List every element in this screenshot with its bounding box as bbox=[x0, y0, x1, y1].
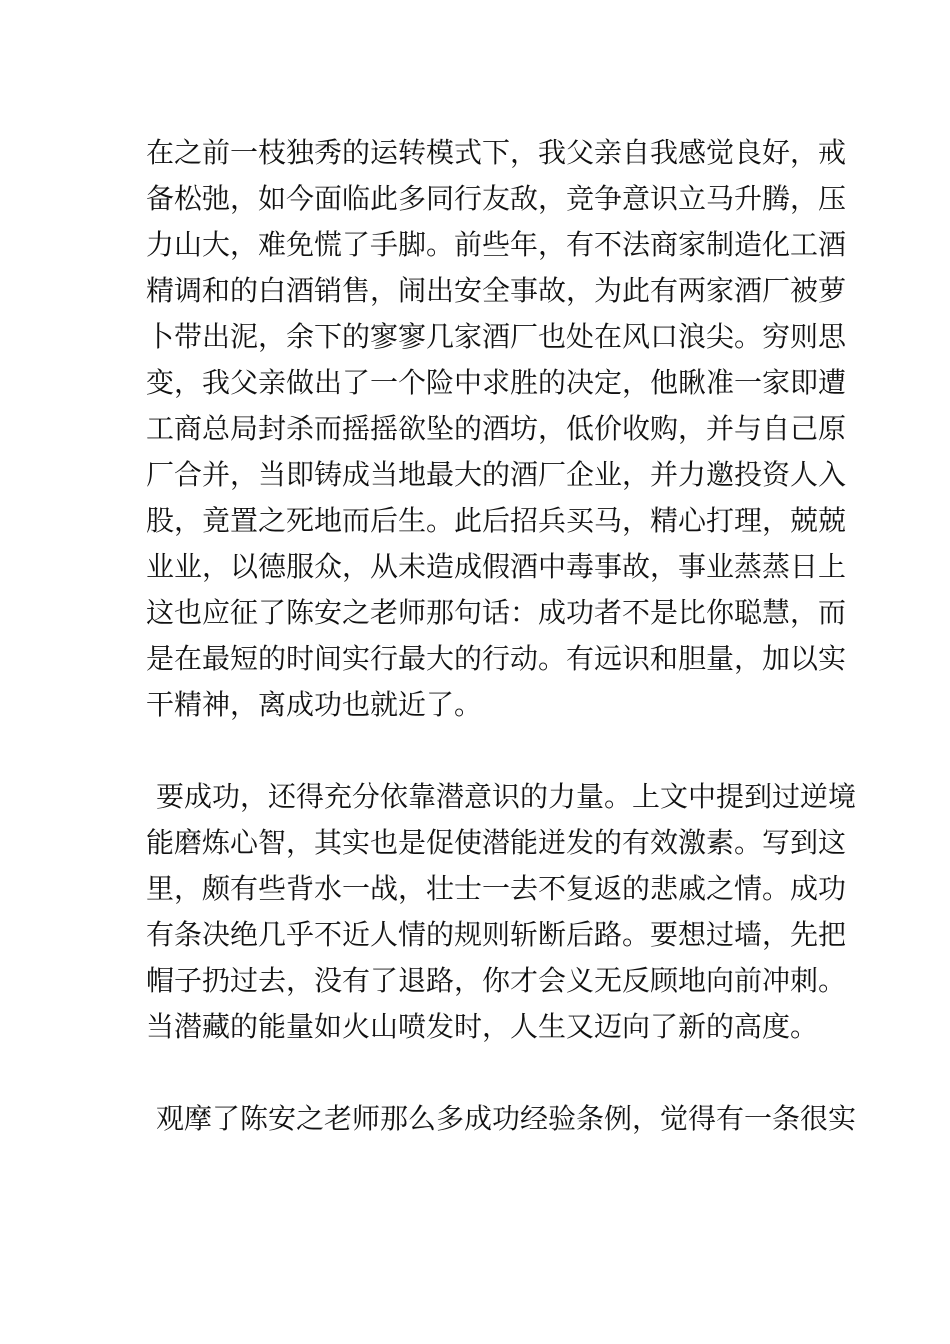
text-line: 力山大，难免慌了手脚。前些年，有不法商家制造化工酒 bbox=[146, 228, 847, 261]
paragraph-2 bbox=[146, 774, 857, 1050]
text-line: 是在最短的时间实行最大的行动。有远识和胆量，加以实 bbox=[146, 642, 847, 675]
text-line: 能磨炼心智，其实也是促使潜能迸发的有效激素。写到这 bbox=[146, 826, 847, 859]
paragraph-spacer bbox=[146, 728, 816, 774]
text-line: 干精神，离成功也就近了。 bbox=[146, 688, 483, 721]
paragraph-spacer bbox=[146, 1050, 816, 1096]
text-line: 精调和的白酒销售，闹出安全事故，为此有两家酒厂被萝 bbox=[146, 274, 847, 307]
text-line: 变，我父亲做出了一个险中求胜的决定，他瞅准一家即遭 bbox=[146, 366, 847, 399]
text-line: 厂合并，当即铸成当地最大的酒厂企业，并力邀投资人入 bbox=[146, 458, 847, 491]
paragraph-3 bbox=[146, 1096, 857, 1142]
body-text bbox=[146, 130, 857, 1142]
paragraph-1 bbox=[146, 130, 847, 728]
text-line: 业业，以德服众，从未造成假酒中毒事故，事业蒸蒸日上 bbox=[146, 550, 847, 583]
text-line: 在之前一枝独秀的运转模式下，我父亲自我感觉良好，戒 bbox=[146, 136, 847, 169]
text-line: 工商总局封杀而摇摇欲坠的酒坊，低价收购，并与自己原 bbox=[146, 412, 847, 445]
text-line: 股，竟置之死地而后生。此后招兵买马，精心打理，兢兢 bbox=[146, 504, 847, 537]
text-line: 有条决绝几乎不近人情的规则斩断后路。要想过墙，先把 bbox=[146, 918, 847, 951]
text-line: 要成功，还得充分依靠潜意识的力量。上文中提到过逆境 bbox=[156, 780, 857, 813]
text-line: 这也应征了陈安之老师那句话：成功者不是比你聪慧，而 bbox=[146, 596, 847, 629]
text-line: 卜带出泥，余下的寥寥几家酒厂也处在风口浪尖。穷则思 bbox=[146, 320, 847, 353]
text-line: 里，颇有些背水一战，壮士一去不复返的悲戚之情。成功 bbox=[146, 872, 847, 905]
text-line: 帽子扔过去，没有了退路，你才会义无反顾地向前冲刺。 bbox=[146, 964, 847, 997]
text-line: 观摩了陈安之老师那么多成功经验条例，觉得有一条很实 bbox=[156, 1102, 857, 1135]
text-line: 当潜藏的能量如火山喷发时，人生又迈向了新的高度。 bbox=[146, 1010, 819, 1043]
text-line: 备松弛，如今面临此多同行友敌，竞争意识立马升腾，压 bbox=[146, 182, 847, 215]
